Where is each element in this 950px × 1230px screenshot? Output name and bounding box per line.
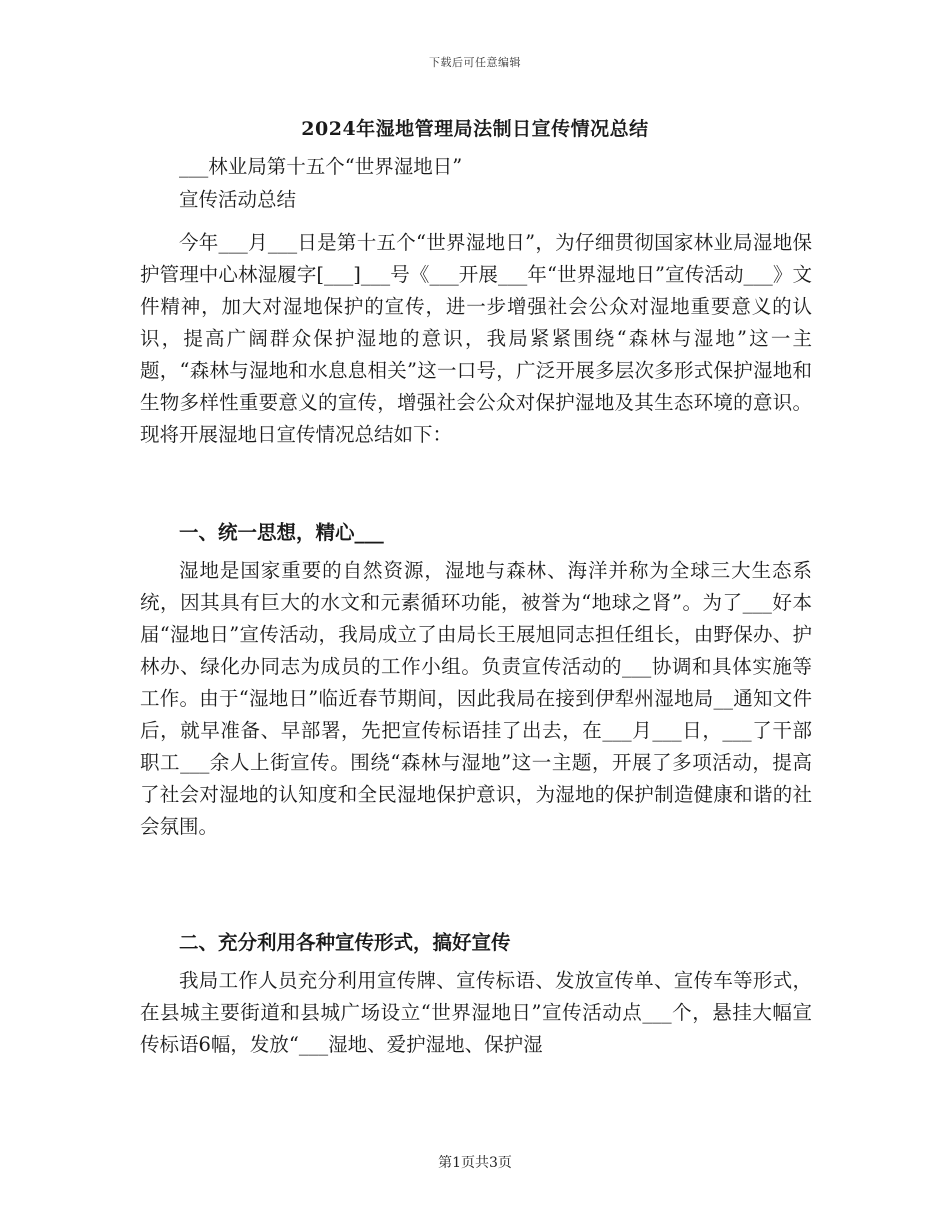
section-1-paragraph: 湿地是国家重要的自然资源，湿地与森林、海洋并称为全球三大生态系统，因其具有巨大的水文和元素循环功能，被誉为“地球之肾”。为了___好本届“湿地日”宣传活动，我局成立了由局长王展旭同志担任组长，由野保办、护林办、绿化办同志为成员的工作小组。负责宣传活动的___协调和具体实施等工作。由于“湿地日”临近春节期间，因此我局在接到伊犁州湿地局__通知文件后，就早准备、早部署，先把宣传标语挂了出去，在___月___日，___了干部职工___余人上街宣传。围绕“森林与湿地”这一主题，开展了多项活动，提高了社会对湿地的认知度和全民湿地保护意识，为湿地的保护制造健康和谐的社会氛围。 [140,559,812,838]
section-2-heading: 二、充分利用各种宣传形式，搞好宣传 [179,931,511,954]
subtitle-line-2: 宣传活动总结 [179,188,297,211]
section-2-paragraph: 我局工作人员充分利用宣传牌、宣传标语、发放宣传单、宣传车等形式，在县城主要街道和县城广场设立“世界湿地日”宣传活动点___个，悬挂大幅宣传标语6幅，发放“___湿地、爱护湿地、保护湿 [140,969,812,1056]
subtitle-line-1: ___林业局第十五个“世界湿地日” [179,155,463,178]
section-1-heading: 一、统一思想，精心___ [179,521,384,544]
intro-paragraph: 今年___月___日是第十五个“世界湿地日”，为仔细贯彻国家林业局湿地保护管理中心林湿履字[___]___号《___开展___年“世界湿地日”宣传活动___》文件精神，加大对湿地保护的宣传，进一步增强社会公众对湿地重要意义的认识，提高广阔群众保护湿地的意识，我局紧紧围绕“森林与湿地”这一主题，“森林与湿地和水息息相关”这一口号，广泛开展多层次多形式保护湿地和生物多样性重要意义的宣传，增强社会公众对保护湿地及其生态环境的意识。现将开展湿地日宣传情况总结如下： [140,231,812,446]
page-number-footer: 第1页共3页 [438,1155,512,1171]
document-title: 2024年湿地管理局法制日宣传情况总结 [301,118,649,140]
page-header-note: 下载后可任意编辑 [429,56,521,69]
